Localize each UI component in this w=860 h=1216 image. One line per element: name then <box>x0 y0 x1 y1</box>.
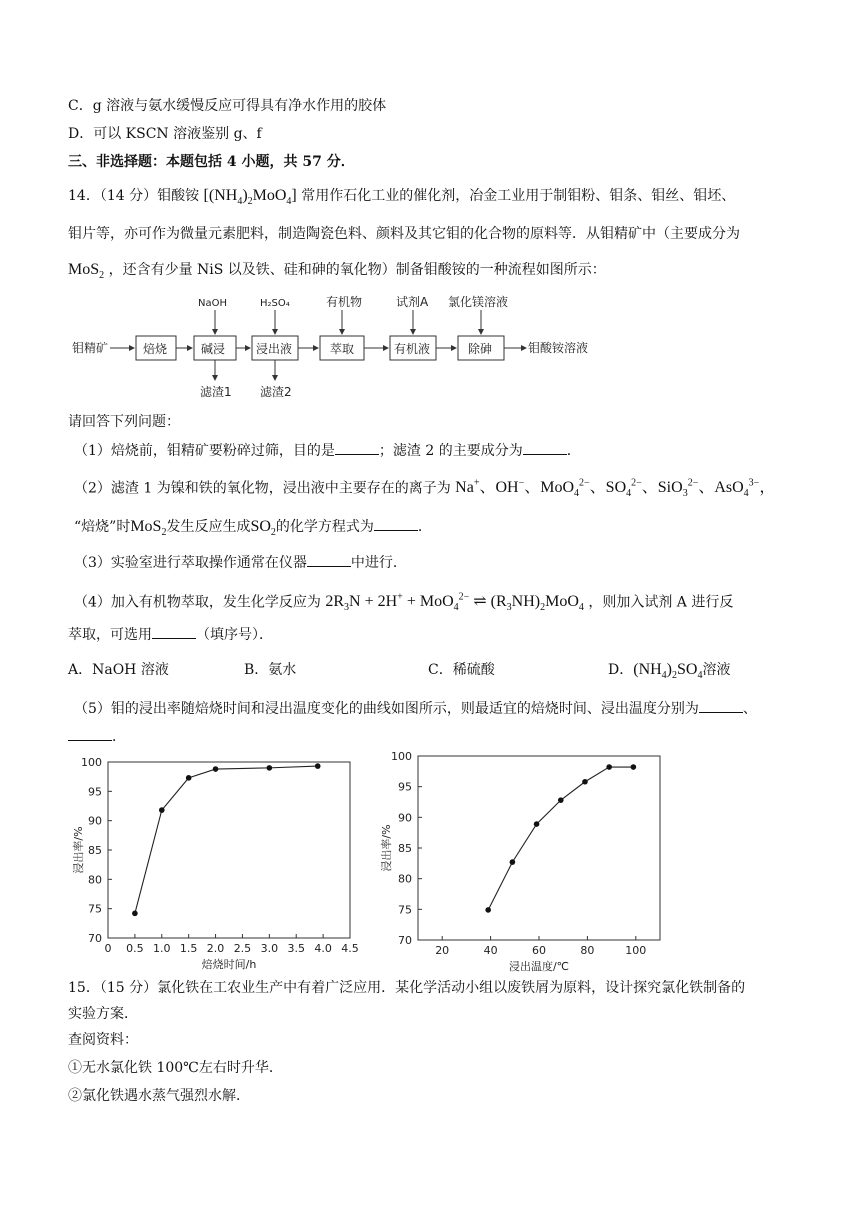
option-d-prefix: D． <box>608 662 634 678</box>
part5-line2: ． <box>68 726 126 747</box>
y-tick-label: 90 <box>88 814 102 828</box>
part2-text-d: 的化学方程式为 <box>275 519 374 535</box>
x-axis-label: 焙烧时间/h <box>201 958 257 971</box>
formula-ammonium-molybdate: $[(NH_4)_2MoO_4]$ <box>203 187 297 208</box>
flow-step-organic: 有机液 <box>394 342 431 356</box>
flow-step-arsenic: 除砷 <box>468 342 493 356</box>
answer-blank[interactable] <box>335 440 379 455</box>
x-tick-label: 0.5 <box>126 942 144 955</box>
x-tick-label: 4.0 <box>314 942 332 955</box>
reference-item-2: ②氯化铁遇水蒸气强烈水解． <box>68 1088 250 1104</box>
y-tick-label: 80 <box>88 873 102 887</box>
data-point <box>213 766 219 772</box>
y-tick-label: 100 <box>391 750 412 763</box>
option-c: C．g 溶液与氨水缓慢反应可得具有净水作用的胶体 <box>68 98 387 114</box>
y-tick-label: 85 <box>398 842 412 855</box>
part1-text-b: ；滤渣 2 的主要成分为 <box>378 443 523 459</box>
x-tick-label: 2.0 <box>206 942 225 955</box>
y-tick-label: 70 <box>88 932 102 945</box>
series-line <box>488 767 633 910</box>
data-point <box>186 775 192 781</box>
part1-text-a: （1）焙烧前，钼精矿要粉碎过筛，目的是 <box>74 443 335 459</box>
option-d-tail: 溶液 <box>702 662 731 678</box>
formula-mos2: MoS$_2$ <box>68 261 105 282</box>
part2-line1 <box>74 474 775 505</box>
q14-line2: 钼片等，亦可作为微量元素肥料，制造陶瓷色料、颜料及其它钼的化合物的原料等．从钼精矿中（主要成分为 <box>68 226 740 242</box>
y-tick-label: 70 <box>398 934 412 947</box>
flow-step-leachate: 浸出液 <box>256 342 293 356</box>
answer-blank[interactable] <box>68 726 112 741</box>
q15-line1: 15．（15 分）氯化铁在工农业生产中有着广泛应用．某化学活动小组以废铁屑为原料，设计探究氯化铁制备的 <box>68 980 746 996</box>
q14-text3: ，还含有少量 NiS 以及铁、硅和砷的氧化物）制备钼酸铵的一种流程如图所示： <box>108 262 606 278</box>
x-tick-label: 4.5 <box>341 942 359 955</box>
part2-text-b: “焙烧”时 <box>74 519 131 535</box>
answer-blank[interactable] <box>374 516 418 531</box>
part4-text-b: ，则加入试剂 A 进行反 <box>588 594 734 611</box>
x-tick-label: 0 <box>104 942 112 955</box>
roasting-time-chart <box>70 756 370 978</box>
y-axis-label: 浸出率/% <box>380 824 393 872</box>
y-tick-label: 75 <box>88 902 102 916</box>
part2-text-c: 发生反应生成 <box>166 519 251 535</box>
flow-input-mgcl2: 氯化镁溶液 <box>448 295 509 309</box>
flow-input-naoh: NaOH <box>198 298 227 309</box>
part3-text-a: （3）实验室进行萃取操作通常在仪器 <box>74 555 307 571</box>
flow-start: 钼精矿 <box>72 341 109 355</box>
part4-line2 <box>68 624 273 645</box>
process-flow-diagram <box>70 292 630 404</box>
flow-input-h2so4: H₂SO₄ <box>260 298 290 309</box>
q15-line2: 实验方案． <box>68 1006 138 1022</box>
part2-text-a: （2）滤渣 1 为镍和铁的氧化物，浸出液中主要存在的离子为 <box>74 480 451 497</box>
y-tick-label: 90 <box>398 811 412 825</box>
data-point <box>315 763 321 769</box>
part3 <box>74 552 407 573</box>
x-axis-label: 浸出温度/℃ <box>508 960 570 973</box>
flow-input-reagent-a: 试剂A <box>396 295 429 309</box>
part4-text-a: （4）加入有机物萃取，发生化学反应为 <box>74 594 321 611</box>
answer-blank[interactable] <box>523 440 567 455</box>
flow-end: 钼酸铵溶液 <box>528 341 589 355</box>
answer-blank[interactable] <box>152 624 196 639</box>
y-axis-label: 浸出率/% <box>72 826 85 874</box>
answer-blank[interactable] <box>307 552 351 567</box>
reference-heading: 查阅资料： <box>68 1032 138 1048</box>
y-tick-label: 75 <box>398 903 412 917</box>
part4-text-d: （填序号）． <box>196 627 273 643</box>
x-tick-label: 80 <box>580 944 595 957</box>
part5-text: （5）钼的浸出率随焙烧时间和浸出温度变化的曲线如图所示，则最适宜的焙烧时间、浸出温度分别为 <box>74 701 699 717</box>
flow-residue-1: 滤渣1 <box>200 385 232 399</box>
data-point <box>534 821 540 827</box>
data-point <box>582 779 588 785</box>
x-tick-label: 60 <box>532 944 546 957</box>
flow-residue-2: 滤渣2 <box>260 385 292 399</box>
data-point <box>267 765 273 771</box>
y-tick-label: 95 <box>88 785 102 799</box>
ask-line: 请回答下列问题： <box>68 414 180 430</box>
q14-line1 <box>68 186 735 212</box>
x-tick-label: 100 <box>625 944 647 957</box>
part2-line2: “焙烧”时MoS$_2$发生反应生成$SO_2$的化学方程式为 ． <box>74 518 432 539</box>
formula-mos2-b: MoS$_2$ <box>130 518 167 539</box>
y-tick-label: 95 <box>398 780 412 794</box>
data-point <box>485 907 491 913</box>
data-point <box>159 807 165 813</box>
flow-step-roast: 焙烧 <box>143 342 168 356</box>
data-point <box>510 859 516 865</box>
series-line <box>135 766 318 913</box>
option-b-line: B．氨水 <box>244 662 297 678</box>
leaching-temperature-chart <box>378 744 678 978</box>
flow-input-organic: 有机物 <box>326 295 363 309</box>
reference-item-1: ①无水氯化铁 100℃左右时升华． <box>68 1060 283 1076</box>
y-tick-label: 85 <box>88 844 102 857</box>
option-a-line: A．NaOH 溶液 <box>68 662 169 678</box>
part1: （1）焙烧前，钼精矿要粉碎过筛，目的是 ；滤渣 2 的主要成分为 ． <box>74 440 581 461</box>
extraction-equation: $2R_3N + 2H^+ + MoO_4^{2-}$ ⇌ $(R_3NH)_2MoO_4$ <box>325 592 584 614</box>
data-point <box>606 764 612 770</box>
answer-blank[interactable] <box>699 698 743 713</box>
part4-text-c: 萃取，可选用 <box>68 627 152 643</box>
part3-text-b: 中进行． <box>350 555 407 571</box>
x-tick-label: 40 <box>483 944 498 957</box>
formula-ammonium-sulfate: $(NH_4)_2SO_4$ <box>633 661 703 682</box>
part5-line1: （5）钼的浸出率随焙烧时间和浸出温度变化的曲线如图所示，则最适宜的焙烧时间、浸出温度分别为 、 <box>74 698 757 719</box>
plot-frame <box>108 762 350 938</box>
y-tick-label: 100 <box>81 756 102 769</box>
q14-line3 <box>68 260 606 286</box>
option-d-line <box>608 660 730 686</box>
ion-list: Na+、OH−、MoO$_4^{2-}$、$SO_4^{2-}$、SiO$_3^{2-}$、AsO$_4^{3-}$， <box>455 478 776 500</box>
x-tick-label: 1.5 <box>179 942 198 955</box>
plot-frame <box>418 756 660 940</box>
x-tick-label: 2.5 <box>233 942 252 955</box>
y-tick-label: 80 <box>398 872 412 886</box>
data-point <box>132 911 138 917</box>
q14-number: 14．（14 分）钼酸铵 <box>68 188 200 204</box>
data-point <box>558 797 564 803</box>
option-c-line: C．稀硫酸 <box>428 662 495 678</box>
flow-step-alkali-leach: 碱浸 <box>201 342 226 356</box>
x-tick-label: 3.5 <box>287 942 305 955</box>
part4-line1 <box>74 588 733 619</box>
x-tick-label: 20 <box>435 944 450 957</box>
q14-text1: 常用作石化工业的催化剂，冶金工业用于制钼粉、钼条、钼丝、钼坯、 <box>301 188 736 204</box>
section-heading: 三、非选择题：本题包括 4 小题，共 57 分． <box>68 154 355 170</box>
flow-step-extract: 萃取 <box>330 342 355 356</box>
option-d: D．可以 KSCN 溶液鉴别 g、f <box>68 126 262 142</box>
x-tick-label: 3.0 <box>260 942 279 955</box>
formula-so2: $SO_2$ <box>250 518 276 539</box>
x-tick-label: 1.0 <box>153 942 171 955</box>
data-point <box>631 764 637 770</box>
